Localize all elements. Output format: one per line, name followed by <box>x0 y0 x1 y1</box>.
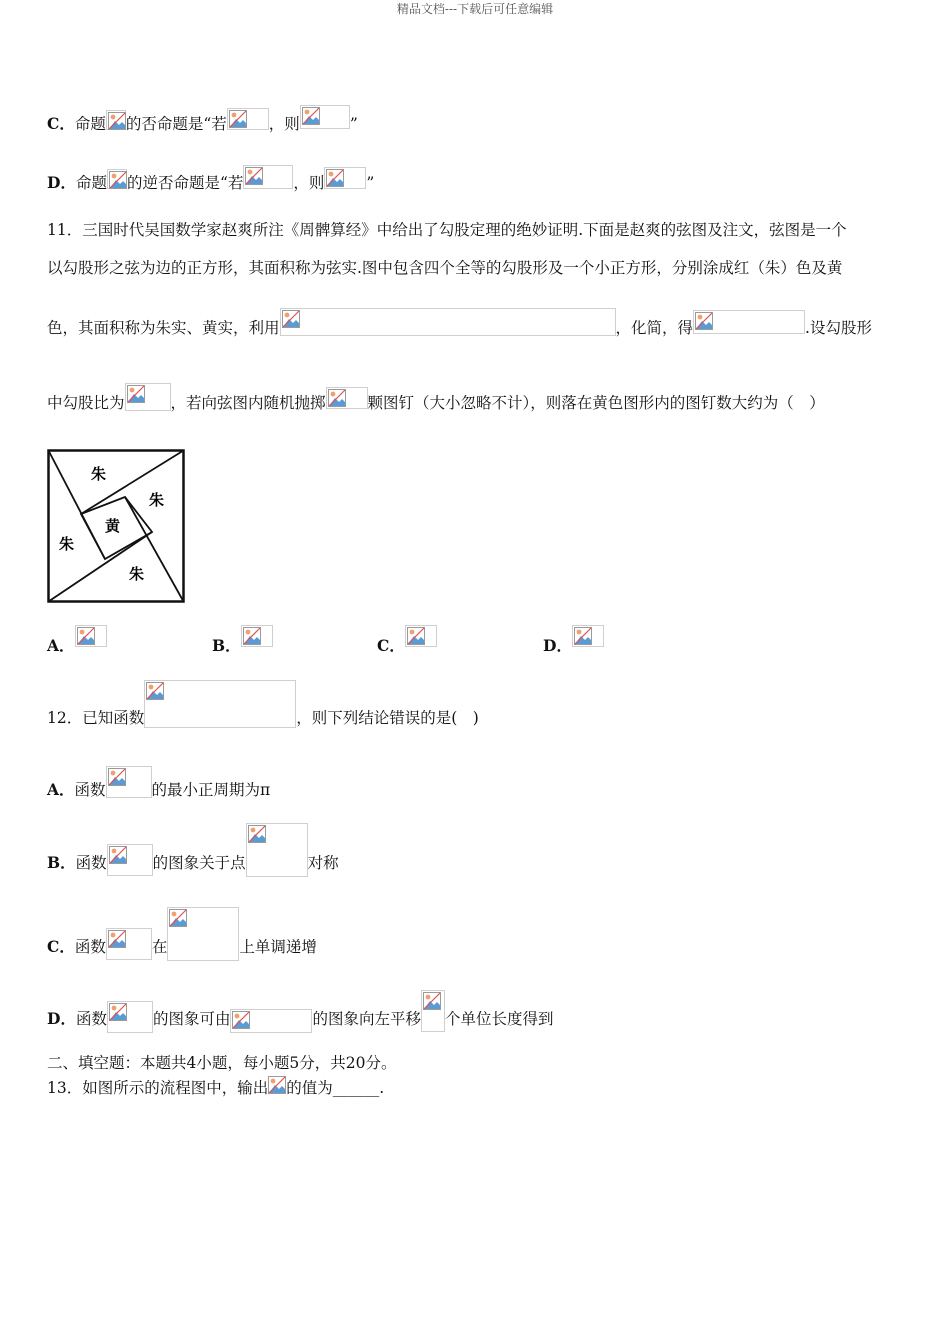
option-label: C． <box>47 937 75 956</box>
text: 的否命题是“若 <box>125 115 227 133</box>
broken-image-icon <box>127 385 145 403</box>
formula-image <box>246 823 308 877</box>
text: 函数 <box>74 781 106 799</box>
formula-image <box>572 625 604 647</box>
broken-image-icon <box>169 909 187 927</box>
broken-image-icon <box>574 627 592 645</box>
q12-option-a <box>47 780 270 800</box>
q12-option-c <box>47 935 317 961</box>
broken-image-icon <box>109 1003 127 1021</box>
formula-image <box>230 1009 312 1033</box>
zhao-shuang-diagram <box>47 449 185 603</box>
text: 函数 <box>75 1010 107 1028</box>
text: 函数 <box>74 938 106 956</box>
q11-option-a <box>47 636 107 656</box>
text: 12．已知函数 <box>47 709 145 727</box>
q12-option-b <box>47 851 339 877</box>
text: 13．如图所示的流程图中，输出 <box>47 1079 269 1097</box>
option-label: C． <box>377 636 405 655</box>
broken-image-icon <box>407 627 425 645</box>
option-label: B． <box>212 636 241 655</box>
broken-image-icon <box>77 627 95 645</box>
text: 的值为 <box>286 1079 333 1097</box>
text: 的图象向左平移 <box>312 1010 421 1028</box>
text: 上单调递增 <box>239 938 317 956</box>
text: 在 <box>151 938 168 956</box>
broken-image-icon <box>108 112 126 130</box>
formula-image <box>405 625 437 647</box>
formula-image <box>243 165 293 189</box>
label-zhu: 朱 <box>129 565 145 583</box>
broken-image-icon <box>109 846 127 864</box>
q10-option-c <box>47 114 358 134</box>
label-zhu: 朱 <box>149 491 165 509</box>
q11-line-3 <box>47 318 872 338</box>
page-header: 精品文档---下载后可任意编辑 <box>396 2 554 16</box>
q11-option-c <box>377 636 437 656</box>
formula-image <box>268 1076 286 1096</box>
option-label: A． <box>47 780 75 799</box>
text: 的图象可由 <box>152 1010 231 1028</box>
text: ，若向弦图内随机抛掷 <box>170 394 326 412</box>
formula-image <box>106 110 126 130</box>
broken-image-icon <box>245 167 263 185</box>
label-zhu: 朱 <box>59 535 75 553</box>
formula-image <box>326 387 368 409</box>
label-huang: 黄 <box>105 517 121 535</box>
broken-image-icon <box>326 169 344 187</box>
text: . <box>379 1079 385 1097</box>
option-label: D． <box>543 636 572 655</box>
q13-stem <box>47 1078 384 1098</box>
formula-image <box>693 310 805 334</box>
option-label: C． <box>47 114 75 133</box>
q11-option-b <box>212 636 273 656</box>
formula-image <box>75 625 107 647</box>
broken-image-icon <box>302 107 320 125</box>
broken-image-icon <box>108 930 126 948</box>
formula-image <box>241 625 273 647</box>
option-label: B． <box>47 853 76 872</box>
text: 函数 <box>75 854 107 872</box>
broken-image-icon <box>109 171 127 189</box>
broken-image-icon <box>243 627 261 645</box>
formula-image <box>107 844 153 876</box>
formula-image <box>280 308 616 336</box>
text: 对称 <box>307 854 339 872</box>
text: ，则 <box>293 174 325 192</box>
formula-image <box>125 383 171 411</box>
text: 色，其面积称为朱实、黄实，利用 <box>47 319 280 337</box>
broken-image-icon <box>282 310 300 328</box>
broken-image-icon <box>248 825 266 843</box>
formula-image <box>107 169 127 189</box>
broken-image-icon <box>108 768 126 786</box>
q11-option-d <box>543 636 604 656</box>
text: ，化简，得 <box>615 319 694 337</box>
broken-image-icon <box>229 110 247 128</box>
text: 命题 <box>75 174 107 192</box>
label-zhu: 朱 <box>91 465 107 483</box>
q11-line-2: 以勾股形之弦为边的正方形，其面积称为弦实.图中包含四个全等的勾股形及一个小正方形，分别涂成红（朱）色及黄 <box>47 259 843 277</box>
formula-image <box>300 105 350 129</box>
section-title: 二、填空题：本题共4小题，每小题5分，共20分。 <box>47 1054 397 1072</box>
q11-line-4 <box>47 393 825 413</box>
option-label: D． <box>47 1009 76 1028</box>
formula-image <box>227 108 269 130</box>
text: ，则 <box>268 115 300 133</box>
q10-option-d <box>47 173 374 193</box>
formula-image <box>106 928 152 960</box>
text: 个单位长度得到 <box>445 1010 554 1028</box>
formula-image <box>107 1001 153 1033</box>
text: ” <box>349 115 358 133</box>
formula-image <box>144 680 296 728</box>
broken-image-icon <box>146 682 164 700</box>
answer-blank[interactable]: ______ <box>332 1079 380 1097</box>
broken-image-icon <box>328 389 346 407</box>
text: 的逆否命题是“若 <box>126 174 244 192</box>
text: 中勾股比为 <box>47 394 125 412</box>
q12-option-d <box>47 1007 554 1033</box>
text: ” <box>366 174 375 192</box>
formula-image <box>421 990 445 1032</box>
option-label: A． <box>47 636 75 655</box>
broken-image-icon <box>268 1076 286 1094</box>
option-label: D． <box>47 173 76 192</box>
formula-image <box>106 766 152 798</box>
broken-image-icon <box>695 312 713 330</box>
text: 的图象关于点 <box>152 854 246 872</box>
text: .设勾股形 <box>805 319 872 337</box>
text: 颗图钉（大小忽略不计），则落在黄色图形内的图钉数大约为（ ） <box>367 394 825 412</box>
formula-image <box>324 167 366 189</box>
text: 的最小正周期为π <box>151 781 271 799</box>
q11-line-1: 11．三国时代吴国数学家赵爽所注《周髀算经》中给出了勾股定理的绝妙证明.下面是赵爽的弦图及注文，弦图是一个 <box>47 221 847 239</box>
broken-image-icon <box>232 1011 250 1029</box>
broken-image-icon <box>423 992 441 1010</box>
formula-image <box>167 907 239 961</box>
q12-stem <box>47 708 479 728</box>
text: ，则下列结论错误的是( ) <box>296 709 479 727</box>
text: 命题 <box>74 115 106 133</box>
